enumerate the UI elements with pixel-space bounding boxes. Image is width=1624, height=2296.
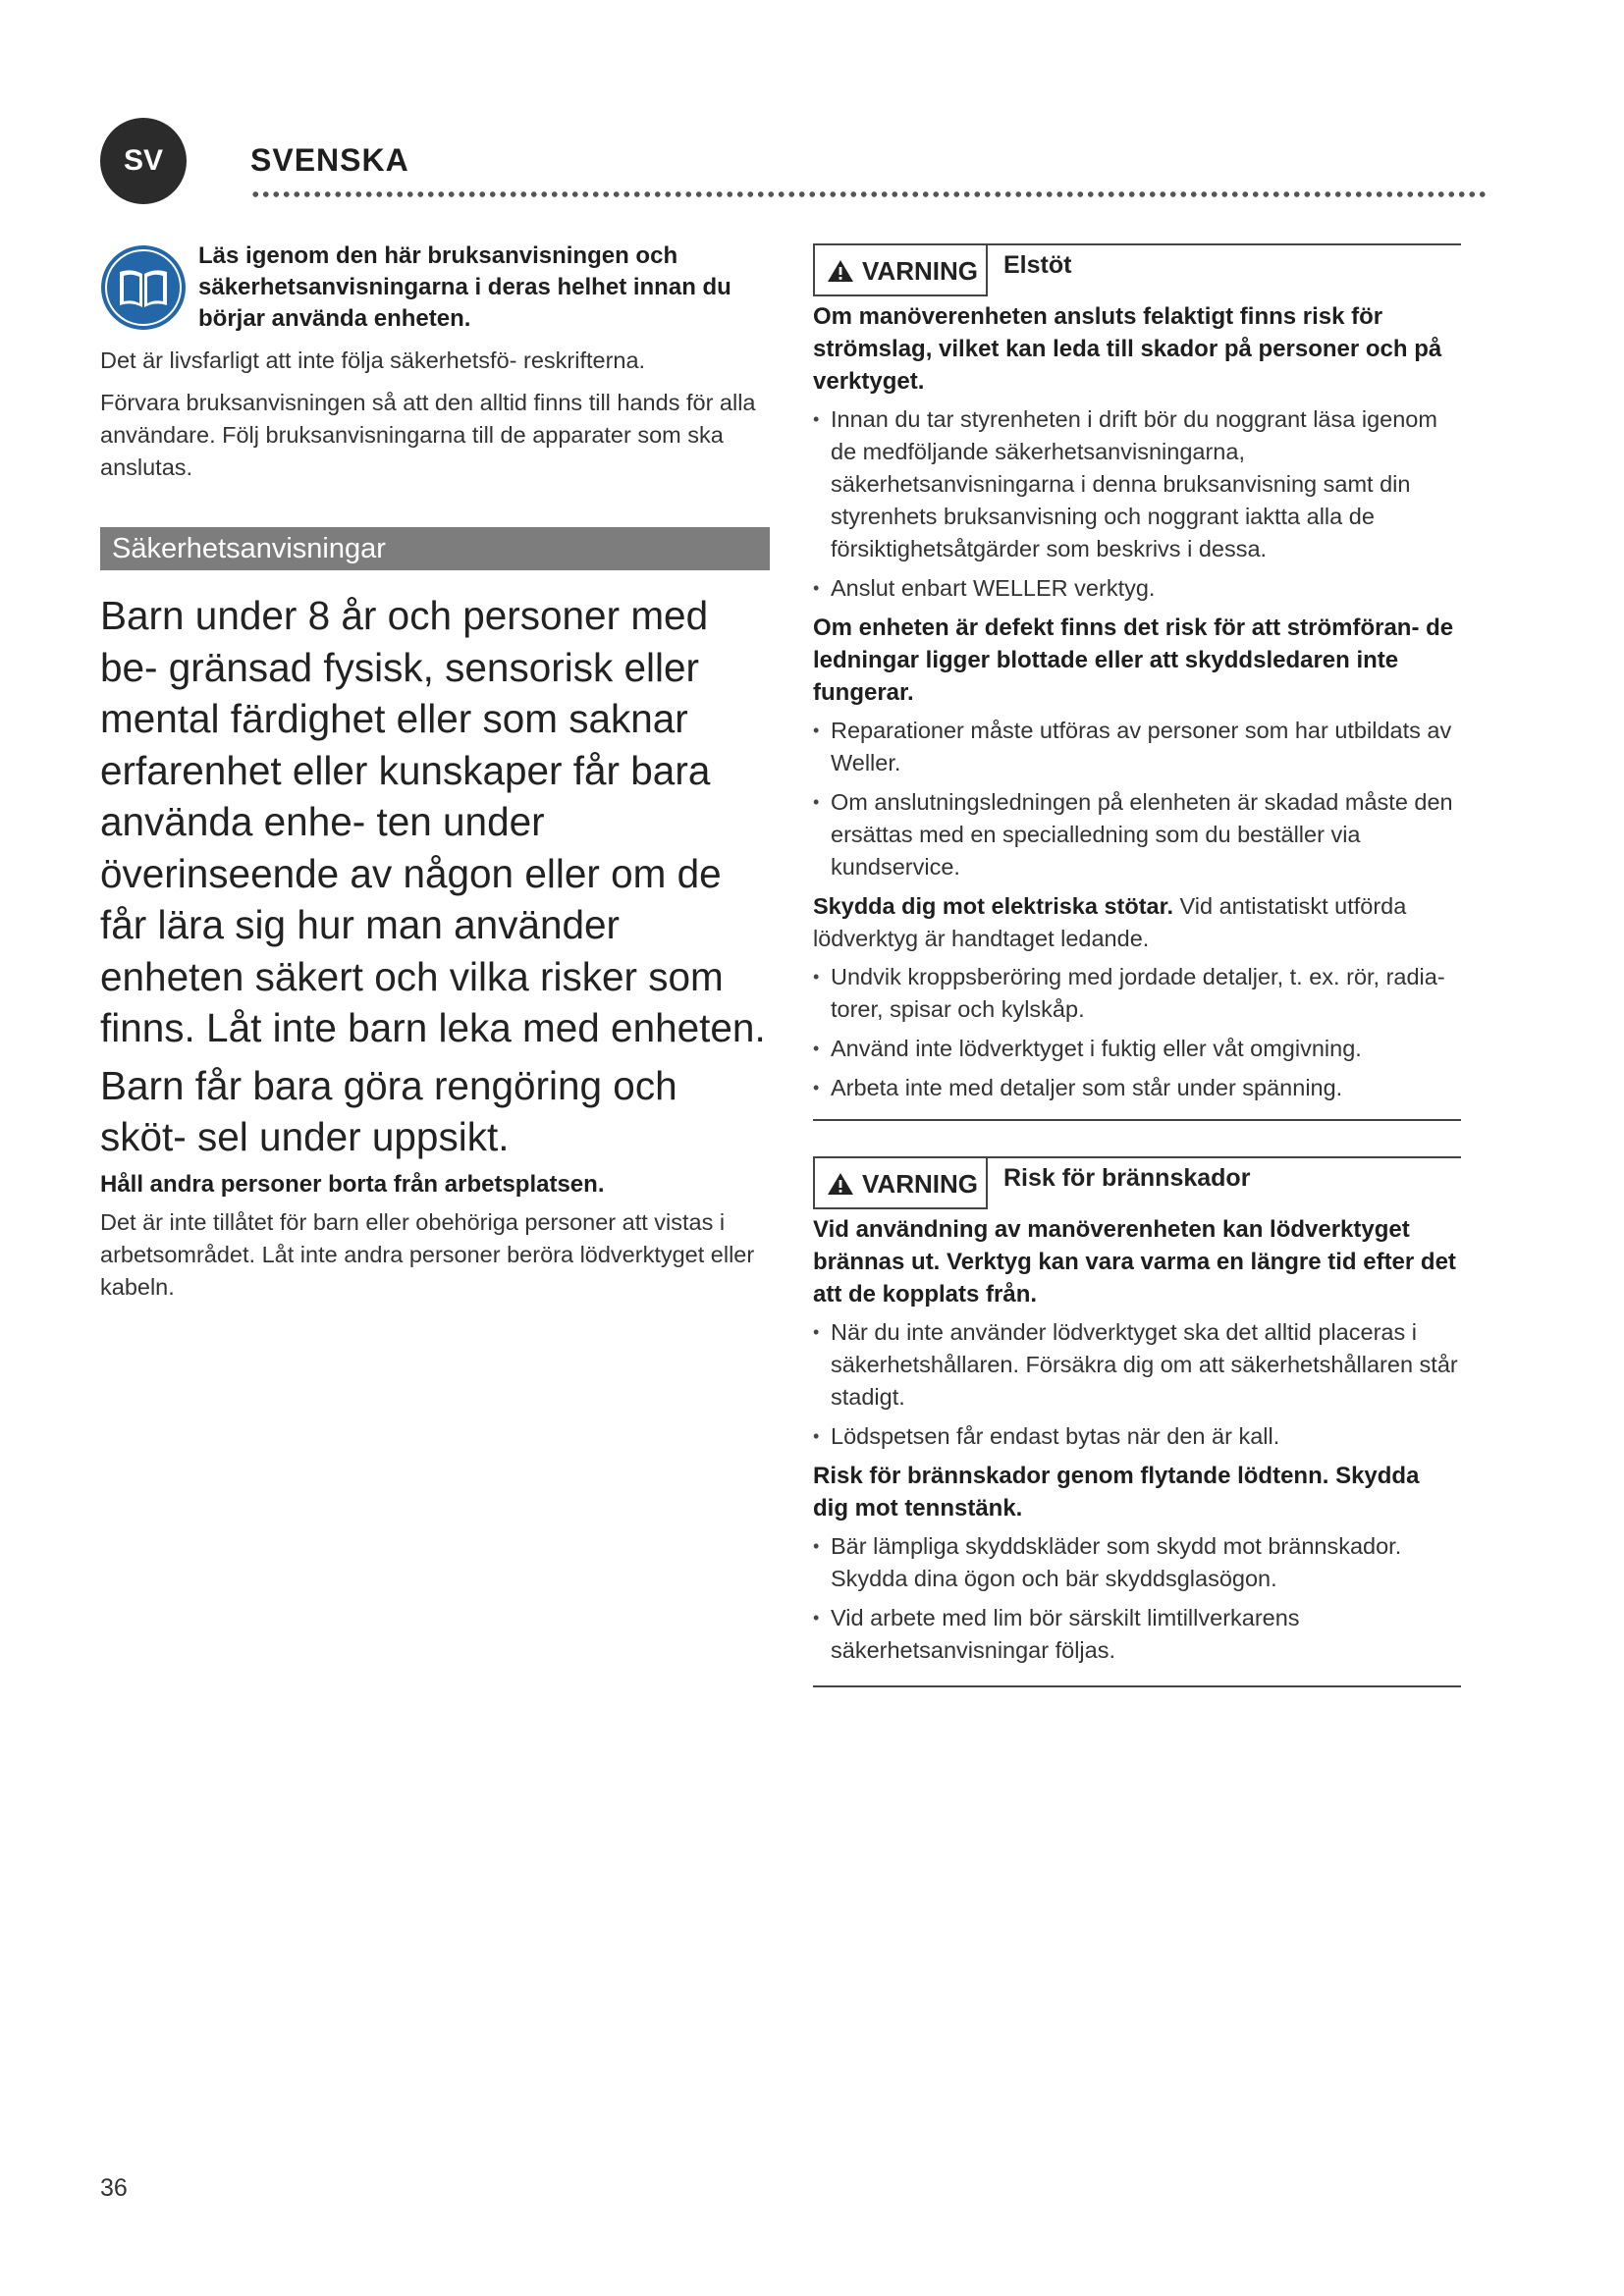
list-item: • Innan du tar styrenheten i drift bör du noggrant läsa igenom de medföljande säkerhetsanvisningarna, säkerhetsanvisningarna i denna bruksanvisning samt din styrenhets bruksanvisning och noggrant iaktta alla de försiktighetsåtgärder som beskrivs i dessa.	[813, 403, 1461, 565]
warning-triangle-icon	[827, 259, 854, 283]
electric-shock-note	[813, 890, 1461, 955]
language-badge: SV	[100, 118, 187, 204]
list-item: • Vid arbete med lim bör särskilt limtillverkarens säkerhetsanvisningar följas.	[813, 1602, 1461, 1667]
bullet-list	[813, 715, 1461, 883]
list-item: • Bär lämpliga skyddskläder som skydd mot brännskador. Skydda dina ögon och bär skyddsglasögon.	[813, 1530, 1461, 1595]
warning-label-text: VARNING	[862, 255, 978, 286]
left-column	[100, 240, 770, 1304]
list-item: • Anslut enbart WELLER verktyg.	[813, 572, 1461, 605]
intro-notice	[100, 240, 770, 335]
intro-para-1: Det är livsfarligt att inte följa säkerhetsfö- reskrifterna.	[100, 347, 646, 373]
list-item: • Undvik kroppsberöring med jordade detaljer, t. ex. rör, radia- torer, spisar och kylskåp.	[813, 961, 1461, 1026]
list-item: • När du inte använder lödverktyget ska det alltid placeras i säkerhetshållaren. Försäkra dig om att säkerhetshållaren står stadigt.	[813, 1316, 1461, 1414]
warning-bold-text: Vid användning av manöverenheten kan lödverktyget brännas ut. Verktyg kan vara varma en längre tid efter det att de kopplats från.	[813, 1216, 1456, 1308]
workplace-para: Det är inte tillåtet för barn eller obehöriga personer att vistas i arbetsområdet. Låt inte andra personer beröra lödverktyget eller kabeln.	[100, 1208, 755, 1300]
warning-label-text: VARNING	[862, 1168, 978, 1199]
bullet-list	[813, 961, 1461, 1104]
warning-label	[813, 1158, 988, 1209]
warning-title: Elstöt	[1002, 251, 1072, 279]
warning-triangle-icon	[827, 1172, 854, 1196]
intro-bold-text: Läs igenom den här bruksanvisningen och säkerhetsanvisningarna i deras helhet innan du börjar använda enheten.	[198, 242, 731, 332]
bullet-list	[813, 403, 1461, 605]
section-heading: Säkerhetsanvisningar	[100, 527, 770, 570]
warning-box-electric	[813, 243, 1461, 1121]
list-item: • Arbeta inte med detaljer som står under spänning.	[813, 1072, 1461, 1104]
intro-para-2: Förvara bruksanvisningen så att den alltid finns till hands för alla användare. Följ bruksanvisningarna till de apparater som ska anslutas.	[100, 390, 756, 480]
page-number: 36	[100, 2174, 128, 2202]
list-item: • Lödspetsen får endast bytas när den är kall.	[813, 1420, 1461, 1453]
warning-box-burn	[813, 1156, 1461, 1687]
warning-title: Risk för brännskador	[1002, 1164, 1251, 1192]
children-warning-text: Barn under 8 år och personer med be- gränsad fysisk, sensorisk eller mental färdighet eller som saknar erfarenhet eller kunskaper får bara använda enhe- ten under överinseende av någon eller om de får lära sig hur man använder enheten säkert och vilka risker som finns. Låt inte barn leka med enheten.	[100, 593, 766, 1050]
bullet-list	[813, 1530, 1461, 1667]
warning-header	[813, 243, 1461, 296]
right-column	[813, 243, 1461, 1687]
children-cleaning-text: Barn får bara göra rengöring och sköt- sel under uppsikt.	[100, 1062, 677, 1159]
warning-label	[813, 245, 988, 296]
list-item: • Reparationer måste utföras av personer som har utbildats av Weller.	[813, 715, 1461, 779]
electric-shock-rest: Vid antistatiskt utförda lödverktyg är handtaget ledande.	[813, 893, 1407, 951]
warning-bold-text: Om manöverenheten ansluts felaktigt finns risk för strömslag, vilket kan leda till skador på personer och på verktyget.	[813, 303, 1442, 395]
language-title: SVENSKA	[250, 142, 409, 178]
manual-book-icon	[100, 244, 187, 331]
warning-bold-text: Risk för brännskador genom flytande lödtenn. Skydda dig mot tennstänk.	[813, 1463, 1420, 1522]
list-item: • Om anslutningsledningen på elenheten är skadad måste den ersättas med en specialledning som du beställer via kundservice.	[813, 786, 1461, 883]
list-item: • Använd inte lödverktyget i fuktig eller våt omgivning.	[813, 1033, 1461, 1065]
warning-bold-text: Om enheten är defekt finns det risk för att strömföran- de ledningar ligger blottade eller att skyddsledaren inte fungerar.	[813, 614, 1454, 706]
workplace-subheading: Håll andra personer borta från arbetsplatsen.	[100, 1170, 605, 1198]
bullet-list	[813, 1316, 1461, 1453]
dotted-divider	[250, 190, 1488, 198]
electric-shock-bold: Skydda dig mot elektriska stötar.	[813, 893, 1173, 919]
warning-header	[813, 1156, 1461, 1209]
